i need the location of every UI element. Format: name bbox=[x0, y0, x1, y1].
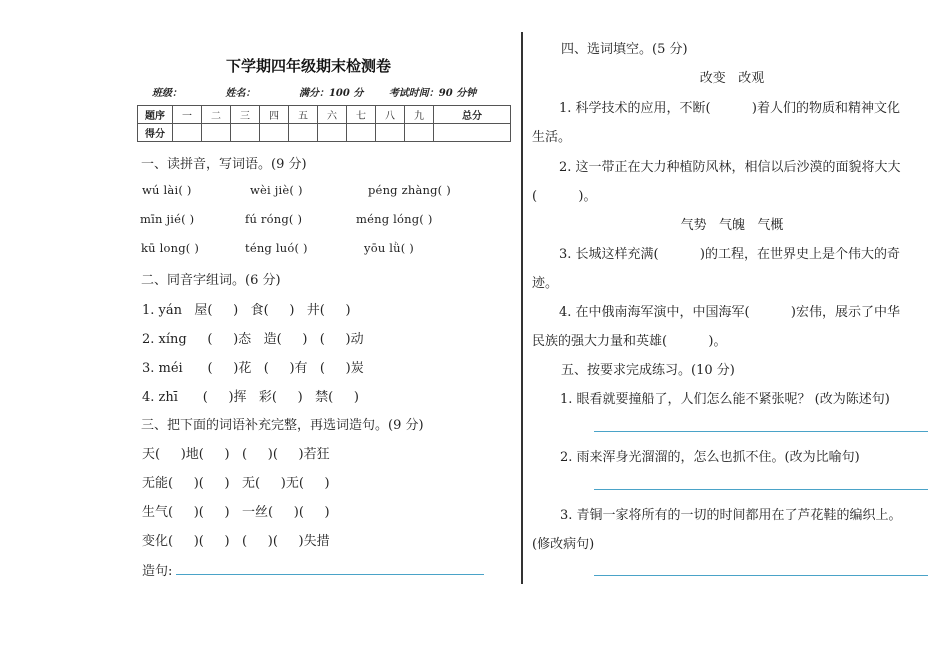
pinyin-item: yōu lǜ( ) bbox=[364, 241, 414, 255]
name-label: 姓名： bbox=[225, 88, 256, 99]
column-divider bbox=[521, 32, 523, 584]
idiom-row: 生气( )( ) 一丝( )( ) bbox=[142, 505, 330, 520]
section3-heading: 三、把下面的词语补充完整，再选词造句。(9 分) bbox=[141, 418, 424, 433]
pinyin-item: kū long( ) bbox=[141, 241, 200, 255]
full-score: 满分：100 分 bbox=[298, 88, 364, 99]
sentence-label: 造句: bbox=[142, 564, 173, 579]
col-6: 六 bbox=[318, 106, 347, 124]
rewrite-question: 3. 青铜一家将所有的一切的时间都用在了芦花鞋的编织上。 bbox=[560, 508, 902, 523]
exam-time: 考试时间：90 分钟 bbox=[388, 88, 477, 99]
score-cell[interactable] bbox=[289, 124, 318, 142]
col-4: 四 bbox=[260, 106, 289, 124]
col-total: 总分 bbox=[434, 106, 511, 124]
col-8: 八 bbox=[376, 106, 405, 124]
score-table bbox=[137, 105, 511, 142]
question-line: 生活。 bbox=[532, 130, 572, 145]
homophone-row: 1. yán 屋( ) 食( ) 井( ) bbox=[142, 303, 351, 318]
word-choices-2: 气势 气魄 气概 bbox=[680, 218, 784, 233]
col-7: 七 bbox=[347, 106, 376, 124]
question-line: 迹。 bbox=[532, 276, 559, 291]
idiom-row: 变化( )( ) ( )( )失措 bbox=[142, 534, 330, 549]
section5-heading: 五、按要求完成练习。(10 分) bbox=[561, 363, 735, 378]
homophone-row: 4. zhī ( )挥 彩( ) 禁( ) bbox=[142, 390, 359, 405]
question-line: 1. 科学技术的应用，不断( )着人们的物质和精神文化 bbox=[559, 101, 901, 116]
page-title: 下学期四年级期末检测卷 bbox=[226, 57, 392, 75]
question-line: 民族的强大力量和英雄( )。 bbox=[532, 334, 727, 349]
score-table-score-row bbox=[138, 124, 511, 142]
score-cell[interactable] bbox=[202, 124, 231, 142]
pinyin-item: wèi jiè( ) bbox=[250, 183, 303, 197]
pinyin-item: wú lài( ) bbox=[142, 183, 192, 197]
score-cell[interactable] bbox=[347, 124, 376, 142]
pinyin-item: mīn jié( ) bbox=[140, 212, 195, 226]
idiom-row: 无能( )( ) 无( )无( ) bbox=[142, 476, 330, 491]
question-line: 3. 长城这样充满( )的工程，在世界史上是个伟大的奇 bbox=[559, 247, 901, 262]
score-table-header-row bbox=[138, 106, 511, 124]
idiom-row: 天( )地( ) ( )( )若狂 bbox=[142, 447, 330, 462]
col-5: 五 bbox=[289, 106, 318, 124]
homophone-row: 2. xíng ( )态 造( ) ( )动 bbox=[142, 332, 364, 347]
pinyin-item: péng zhàng( ) bbox=[368, 183, 451, 197]
pinyin-item: fú róng( ) bbox=[245, 212, 303, 226]
col-1: 一 bbox=[173, 106, 202, 124]
answer-line-3[interactable] bbox=[594, 575, 928, 576]
pinyin-item: téng luó( ) bbox=[245, 241, 308, 255]
score-cell[interactable] bbox=[231, 124, 260, 142]
sentence-answer-line[interactable] bbox=[176, 574, 484, 575]
score-cell[interactable] bbox=[260, 124, 289, 142]
row-label-question: 题序 bbox=[138, 106, 173, 124]
row-label-score: 得分 bbox=[138, 124, 173, 142]
exam-info bbox=[152, 84, 498, 99]
score-cell[interactable] bbox=[173, 124, 202, 142]
section4-heading: 四、选词填空。(5 分) bbox=[561, 42, 688, 57]
col-9: 九 bbox=[405, 106, 434, 124]
section2-heading: 二、同音字组词。(6 分) bbox=[141, 273, 281, 288]
class-label: 班级： bbox=[152, 88, 182, 99]
col-2: 二 bbox=[202, 106, 231, 124]
answer-line-1[interactable] bbox=[594, 431, 928, 432]
score-cell[interactable] bbox=[318, 124, 347, 142]
score-cell[interactable] bbox=[405, 124, 434, 142]
question-line: 2. 这一带正在大力种植防风林，相信以后沙漠的面貌将大大 bbox=[559, 160, 901, 175]
word-choices-1: 改变 改观 bbox=[699, 71, 765, 86]
question-line: 4. 在中俄南海军演中，中国海军( )宏伟，展示了中华 bbox=[559, 305, 901, 320]
col-3: 三 bbox=[231, 106, 260, 124]
section1-heading: 一、读拼音，写词语。(9 分) bbox=[141, 157, 307, 172]
rewrite-question: (修改病句) bbox=[532, 537, 595, 552]
question-line: ( )。 bbox=[532, 189, 597, 204]
rewrite-question: 1. 眼看就要撞船了，人们怎么能不紧张呢？ (改为陈述句) bbox=[560, 392, 890, 407]
score-cell[interactable] bbox=[376, 124, 405, 142]
rewrite-question: 2. 雨来浑身光溜溜的，怎么也抓不住。(改为比喻句) bbox=[560, 450, 860, 465]
answer-line-2[interactable] bbox=[594, 489, 928, 490]
pinyin-item: méng lóng( ) bbox=[356, 212, 433, 226]
homophone-row: 3. méi ( )花 ( )有 ( )炭 bbox=[142, 361, 364, 376]
score-cell[interactable] bbox=[434, 124, 511, 142]
